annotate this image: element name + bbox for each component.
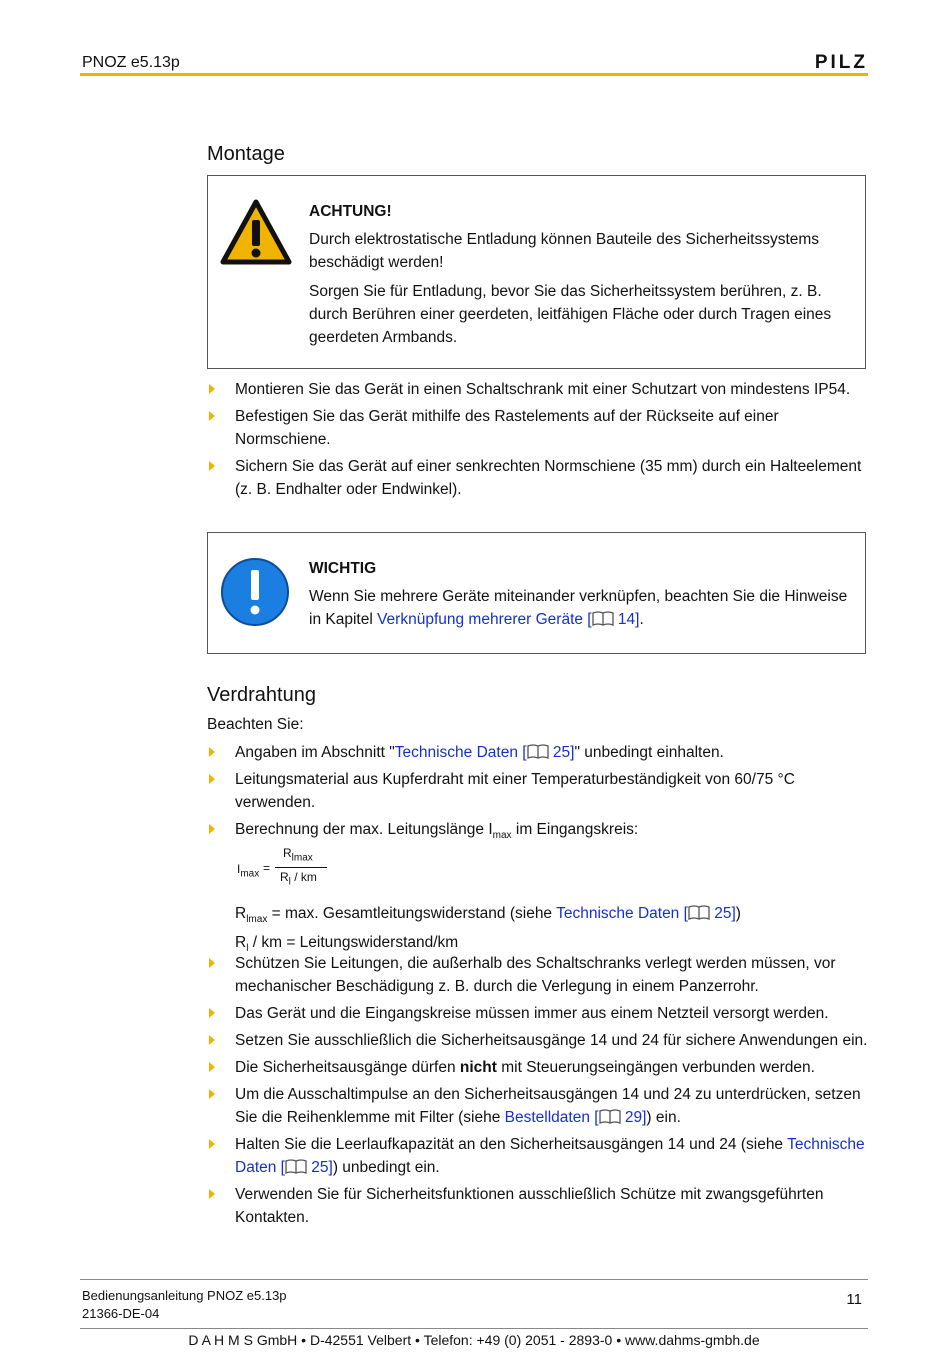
- notice-text: [309, 557, 849, 637]
- list-item: [207, 405, 868, 451]
- arrow-bullet-icon: [209, 1062, 215, 1072]
- header-title: PNOZ e5.13p: [82, 54, 180, 71]
- warning-paragraph-1: Durch elektrostatische Entladung können Bauteile des Sicherheitssystems beschädigt werden!: [309, 231, 820, 271]
- warning-text: [309, 200, 849, 355]
- formula-den-unit: / km: [290, 870, 317, 884]
- list-item-text: Angaben im Abschnitt ": [235, 744, 395, 761]
- formula: [237, 846, 357, 890]
- arrow-bullet-icon: [209, 411, 215, 421]
- list-item: [207, 1133, 868, 1179]
- def-text: ): [735, 905, 741, 922]
- subscript: max: [240, 868, 260, 880]
- list-item: [207, 818, 868, 847]
- header-rule: [80, 73, 868, 76]
- list-item: [207, 1183, 868, 1229]
- link-ref[interactable]: 29]: [620, 1109, 647, 1126]
- link-ref[interactable]: 25]: [548, 744, 575, 761]
- section-heading-montage: Montage: [207, 143, 285, 165]
- subscript: max: [492, 830, 512, 842]
- footer-company-line: D A H M S GmbH • D-42551 Velbert • Telefon: +49 (0) 2051 - 2893-0 • www.dahms-gmbh.de: [188, 1332, 760, 1348]
- verdrahtung-bullet-list-2: [207, 952, 868, 1233]
- list-item-text: im Eingangskreis:: [511, 821, 639, 838]
- section-heading-verdrahtung: Verdrahtung: [207, 684, 316, 706]
- formula-numerator: [283, 846, 313, 863]
- link-technische-daten[interactable]: [395, 744, 575, 761]
- arrow-bullet-icon: [209, 824, 215, 834]
- arrow-bullet-icon: [209, 1189, 215, 1199]
- list-item: [207, 741, 868, 764]
- notice-text-before: Wenn Sie mehrere Geräte miteinander verknüpfen, beachten Sie die Hinweise in Kapitel: [309, 588, 848, 628]
- link-bestelldaten[interactable]: [505, 1109, 647, 1126]
- formula-denominator: [280, 870, 317, 887]
- list-item: [207, 1056, 868, 1079]
- link-text[interactable]: Technische Daten [: [394, 744, 527, 761]
- list-item-text: Schützen Sie Leitungen, die außerhalb des Schaltschranks verlegt werden müssen, vor mechanischer Beschädigung z. B. durch die Verlegung in einem Panzerrohr.: [235, 955, 836, 995]
- subscript: lmax: [291, 852, 313, 864]
- page-header: [82, 52, 868, 74]
- arrow-bullet-icon: [209, 1089, 215, 1099]
- subscript: l: [246, 943, 249, 955]
- intro-text: Beachten Sie:: [207, 716, 304, 733]
- notice-label: WICHTIG: [309, 560, 377, 577]
- list-item-text: " unbedingt einhalten.: [574, 744, 724, 761]
- list-item-text: ) unbedingt ein.: [332, 1159, 440, 1176]
- exclamation-circle-icon: [220, 557, 290, 632]
- arrow-bullet-icon: [209, 1139, 215, 1149]
- notice-paragraph: [309, 585, 849, 631]
- formula-den-symbol: R: [280, 870, 289, 884]
- list-item-text: Das Gerät und die Eingangskreise müssen immer aus einem Netzteil versorgt werden.: [235, 1005, 829, 1022]
- list-item-text: Befestigen Sie das Gerät mithilfe des Rastelements auf der Rückseite auf einer Normschiene.: [235, 408, 779, 448]
- footer-doc-number: 21366-DE-04: [82, 1306, 160, 1321]
- def-symbol: R: [235, 905, 247, 922]
- link-text[interactable]: Technische Daten [: [235, 1136, 865, 1176]
- subscript: lmax: [246, 914, 268, 926]
- list-item: [207, 1029, 868, 1052]
- list-item: [207, 1083, 868, 1129]
- list-item-text: Halten Sie die Leerlaufkapazität an den Sicherheitsausgängen 14 und 24 (siehe: [235, 1136, 788, 1153]
- list-item: [207, 1002, 868, 1025]
- list-item-text: Sichern Sie das Gerät auf einer senkrechten Normschiene (35 mm) durch ein Halteelement (z. B. Endhalter oder Endwinkel).: [235, 458, 862, 498]
- book-icon: [285, 1158, 307, 1175]
- list-item: [207, 378, 868, 401]
- arrow-bullet-icon: [209, 1035, 215, 1045]
- pilz-logo: PILZ: [814, 52, 868, 73]
- subscript: l: [288, 876, 291, 888]
- list-item-text: ) ein.: [646, 1109, 681, 1126]
- list-item-text: Verwenden Sie für Sicherheitsfunktionen ausschließlich Schütze mit zwangsgeführten Kontakten.: [235, 1186, 824, 1226]
- book-icon: [592, 610, 614, 627]
- warning-triangle-icon: [220, 198, 292, 273]
- notice-text-after: .: [639, 611, 644, 628]
- link-ref[interactable]: 25]: [709, 905, 736, 922]
- link-text[interactable]: Verknüpfung mehrerer Geräte [: [377, 611, 592, 628]
- def-text: / km = Leitungswiderstand/km: [248, 934, 459, 952]
- footer-doc-info: [82, 1287, 287, 1323]
- list-item-text: mit Steuerungseingängen verbunden werden.: [496, 1059, 815, 1076]
- footer-rule: [80, 1279, 868, 1280]
- list-item-text: Um die Ausschaltimpulse an den Sicherheitsausgängen 14 und 24 zu unterdrücken, setzen Sie die Reihenklemme mit Filter (siehe: [235, 1086, 861, 1126]
- definition-rlmax: [235, 902, 868, 931]
- list-item: [207, 455, 868, 501]
- verdrahtung-bullet-list-1: [207, 741, 868, 851]
- book-icon: [527, 743, 549, 760]
- footer-rule: [80, 1328, 868, 1329]
- arrow-bullet-icon: [209, 774, 215, 784]
- link-text[interactable]: Bestelldaten [: [504, 1109, 599, 1126]
- arrow-bullet-icon: [209, 1008, 215, 1018]
- formula-lhs-symbol: I: [237, 862, 241, 876]
- emphasis: nicht: [459, 1059, 497, 1076]
- warning-paragraph-2: Sorgen Sie für Entladung, bevor Sie das Sicherheitssystem berühren, z. B. durch Berühren einer geerdeten, leitfähigen Fläche oder durch Tragen eines geerdeten Armbands.: [309, 283, 832, 346]
- list-item: [207, 768, 868, 814]
- list-item-text: Montieren Sie das Gerät in einen Schaltschrank mit einer Schutzart von mindestens IP54.: [235, 381, 851, 398]
- warning-label: ACHTUNG!: [309, 203, 392, 220]
- warning-box: [207, 175, 866, 369]
- book-icon: [599, 1108, 621, 1125]
- arrow-bullet-icon: [209, 461, 215, 471]
- page-number: 11: [846, 1291, 862, 1308]
- def-symbol: R: [235, 934, 247, 952]
- montage-bullet-list: [207, 378, 868, 505]
- link-verknuepfung[interactable]: [377, 611, 639, 628]
- formula-num-symbol: R: [283, 846, 292, 860]
- book-icon: [688, 904, 710, 921]
- fraction-line: [275, 867, 327, 868]
- list-item-text: Die Sicherheitsausgänge dürfen: [235, 1059, 460, 1076]
- link-ref[interactable]: 14]: [613, 611, 640, 628]
- formula-lhs: [237, 862, 259, 879]
- formula-equals: =: [263, 861, 271, 875]
- arrow-bullet-icon: [209, 747, 215, 757]
- arrow-bullet-icon: [209, 958, 215, 968]
- list-item: [207, 952, 868, 998]
- list-item-text: Berechnung der max. Leitungslänge I: [235, 821, 493, 838]
- list-item-text: Setzen Sie ausschließlich die Sicherheitsausgänge 14 und 24 für sichere Anwendungen ein.: [235, 1032, 868, 1049]
- notice-box: [207, 532, 866, 654]
- link-ref[interactable]: 25]: [306, 1159, 333, 1176]
- list-item-text: Leitungsmaterial aus Kupferdraht mit einer Temperaturbeständigkeit von 60/75 °C verwenden.: [235, 771, 795, 811]
- def-text: = max. Gesamtleitungswiderstand (siehe: [267, 905, 557, 922]
- footer-doc-title: Bedienungsanleitung PNOZ e5.13p: [82, 1288, 287, 1303]
- link-text[interactable]: Technische Daten [: [556, 905, 688, 922]
- link-technische-daten[interactable]: [556, 905, 736, 922]
- arrow-bullet-icon: [209, 384, 215, 394]
